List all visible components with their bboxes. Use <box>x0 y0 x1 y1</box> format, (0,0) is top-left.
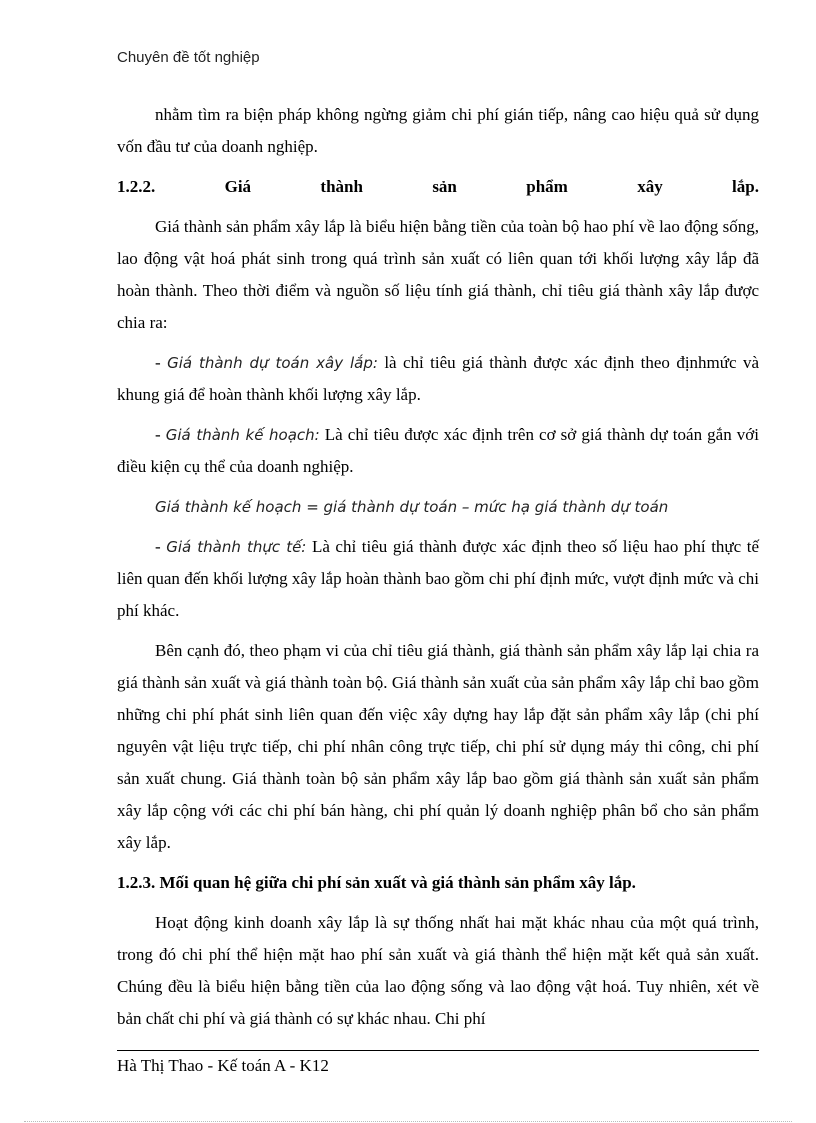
list-dash: - <box>155 537 167 556</box>
list-item-du-toan <box>117 347 759 411</box>
term-text: Là chỉ tiêu giá thành được xác định theo số liệu hao phí thực tế liên quan đến khối lượng xây lắp hoàn thành bao gồm chi phí định mức, vượt định mức và chi phí khác. <box>117 537 760 620</box>
section-heading-1-2-2 <box>117 171 759 203</box>
term-label: Giá thành thực tế: <box>166 538 307 556</box>
page-footer: Hà Thị Thao - Kế toán A - K12 <box>117 1056 329 1075</box>
term-label: Giá thành kế hoạch: <box>165 426 320 444</box>
footer-divider <box>117 1050 759 1051</box>
heading-word: xây <box>637 177 663 196</box>
heading-word: phẩm <box>526 177 568 196</box>
relationship-paragraph: Hoạt động kinh doanh xây lắp là sự thống nhất hai mặt khác nhau của một quá trình, trong đó chi phí thể hiện mặt hao phí sản xuất và giá thành thể hiện mặt kết quả sản xuất. Chúng đều là biểu hiện bằng tiền của lao động sống và lao động vật hoá. Tuy nhiên, xét về bản chất chi phí và giá thành có sự khác nhau. Chi phí <box>117 913 759 1028</box>
page-bottom-edge <box>24 1121 792 1122</box>
term-text: là chỉ tiêu giá thành được xác định theo địnhmức và khung giá để hoàn thành khối lượng xây lắp. <box>117 353 759 404</box>
formula-text: Giá thành kế hoạch = giá thành dự toán – mức hạ giá thành dự toán <box>155 498 669 516</box>
page-header: Chuyên đề tốt nghiệp <box>117 49 260 66</box>
list-dash: - <box>155 353 168 372</box>
definition-paragraph: Giá thành sản phẩm xây lắp là biểu hiện bằng tiền của toàn bộ hao phí về lao động sống, lao động vật hoá phát sinh trong quá trình sản xuất có liên quan tới khối lượng xây lắp đã hoàn thành. Theo thời điểm và nguồn số liệu tính giá thành, chỉ tiêu giá thành xây lắp được chia ra: <box>117 217 759 332</box>
heading-word: thành <box>320 177 363 196</box>
heading-word: Giá <box>224 177 252 196</box>
list-item-ke-hoach <box>117 419 759 483</box>
intro-paragraph: nhằm tìm ra biện pháp không ngừng giảm chi phí gián tiếp, nâng cao hiệu quả sử dụng vốn đầu tư của doanh nghiệp. <box>117 105 759 156</box>
heading-word: lắp. <box>732 177 759 196</box>
heading-word: sản <box>432 177 457 196</box>
term-text: Là chỉ tiêu được xác định trên cơ sở giá thành dự toán gắn với điều kiện cụ thể của doanh nghiệp. <box>117 425 759 476</box>
list-item-thuc-te <box>117 531 759 627</box>
term-label: Giá thành dự toán xây lắp: <box>167 354 378 372</box>
scope-paragraph: Bên cạnh đó, theo phạm vi của chỉ tiêu giá thành, giá thành sản phẩm xây lắp lại chia ra giá thành sản xuất và giá thành toàn bộ. Giá thành sản xuất của sản phẩm xây lắp chỉ bao gồm những chi phí phát sinh liên quan đến việc xây dựng hay lắp đặt sản phẩm xây lắp (chi phí nguyên vật liệu trực tiếp, chi phí nhân công trực tiếp, chi phí sử dụng máy thi công, chi phí sản xuất chung. Giá thành toàn bộ sản phẩm xây lắp bao gồm giá thành sản xuất sản phẩm xây lắp cộng với các chi phí bán hàng, chi phí quản lý doanh nghiệp phân bổ cho sản phẩm xây lắp. <box>117 641 759 852</box>
formula-line <box>117 491 759 523</box>
list-dash: - <box>155 425 166 444</box>
section-heading-1-2-3: 1.2.3. Mối quan hệ giữa chi phí sản xuất và giá thành sản phẩm xây lắp. <box>117 873 636 892</box>
section-number: 1.2.2. <box>117 177 156 196</box>
document-body <box>117 99 759 1043</box>
